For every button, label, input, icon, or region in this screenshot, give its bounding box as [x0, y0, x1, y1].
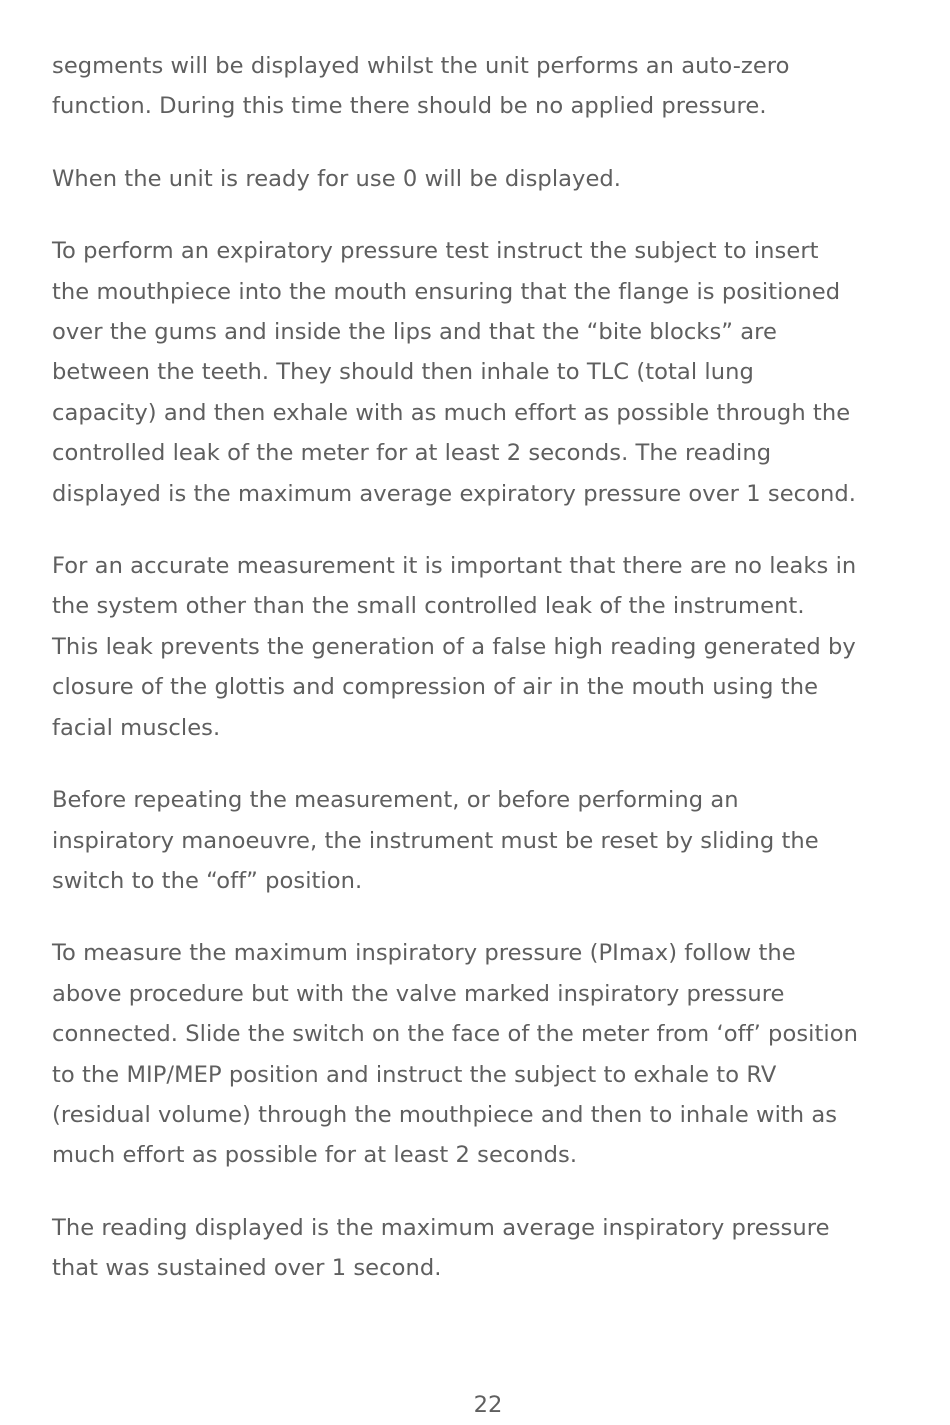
paragraph-expiratory-test [52, 231, 932, 514]
paragraph-auto-zero [52, 46, 932, 127]
text-line: to the MIP/MEP position and instruct the subject to exhale to RV [52, 1061, 777, 1088]
text-line: switch to the “off” position. [52, 867, 363, 894]
text-line: For an accurate measurement it is important that there are no leaks in [52, 553, 857, 580]
paragraph-accurate-measurement [52, 546, 932, 748]
text-line: over the gums and inside the lips and that the “bite blocks” are [52, 319, 777, 346]
text-line: To perform an expiratory pressure test instruct the subject to insert [52, 238, 819, 265]
text-line: facial muscles. [52, 714, 221, 741]
text-line: controlled leak of the meter for at least 2 seconds. The reading [52, 440, 772, 467]
text-line: much effort as possible for at least 2 seconds. [52, 1142, 578, 1169]
text-line: that was sustained over 1 second. [52, 1255, 442, 1282]
text-line: When the unit is ready for use 0 will be displayed. [52, 165, 622, 192]
text-line: the mouthpiece into the mouth ensuring that the flange is positioned [52, 278, 841, 305]
text-line: function. During this time there should be no applied pressure. [52, 93, 767, 120]
text-line: the system other than the small controlled leak of the instrument. [52, 593, 805, 620]
text-line: This leak prevents the generation of a false high reading generated by [52, 633, 856, 660]
document-page-content [52, 46, 932, 1289]
text-line: above procedure but with the valve marked inspiratory pressure [52, 980, 785, 1007]
text-line: Before repeating the measurement, or before performing an [52, 787, 739, 814]
text-line: closure of the glottis and compression of air in the mouth using the [52, 674, 819, 701]
text-line: connected. Slide the switch on the face of the meter from ‘off’ position [52, 1021, 858, 1048]
text-line: (residual volume) through the mouthpiece and then to inhale with as [52, 1101, 838, 1128]
text-line: segments will be displayed whilst the unit performs an auto-zero [52, 53, 790, 79]
text-line: displayed is the maximum average expiratory pressure over 1 second. [52, 480, 856, 507]
text-line: To measure the maximum inspiratory pressure (PImax) follow the [52, 940, 796, 967]
paragraph-inspiratory-reading [52, 1208, 932, 1289]
text-line: capacity) and then exhale with as much effort as possible through the [52, 399, 851, 426]
paragraph-inspiratory-test [52, 933, 932, 1175]
text-line: between the teeth. They should then inhale to TLC (total lung [52, 359, 754, 386]
page-number: 22 [473, 1392, 503, 1418]
paragraph-ready [52, 159, 932, 199]
text-line: inspiratory manoeuvre, the instrument must be reset by sliding the [52, 827, 819, 854]
paragraph-reset [52, 780, 932, 901]
text-line: The reading displayed is the maximum average inspiratory pressure [52, 1214, 830, 1241]
